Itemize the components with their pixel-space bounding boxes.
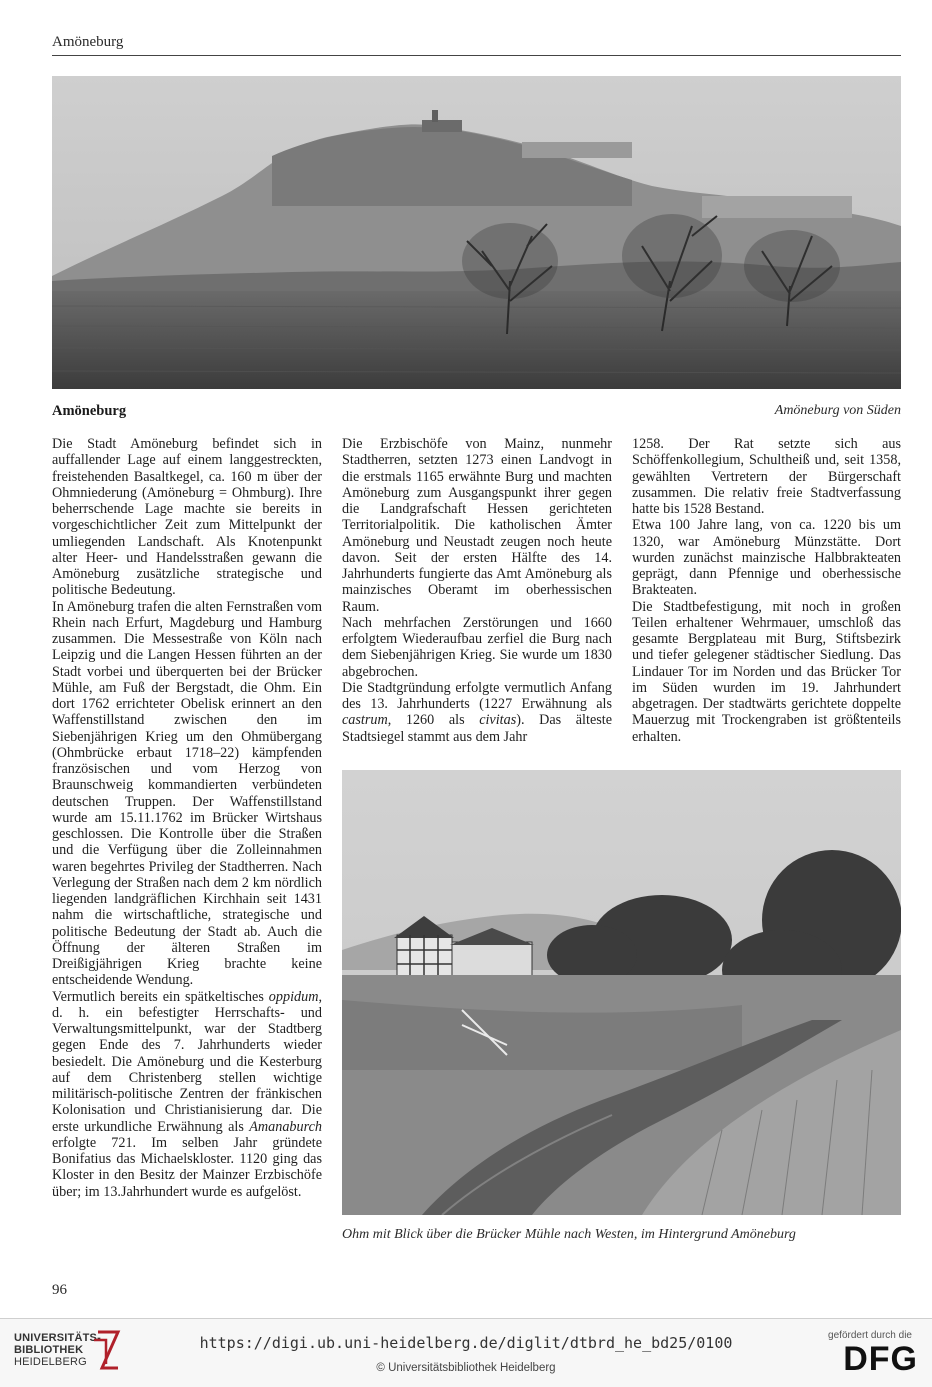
text-column-3	[632, 436, 901, 745]
text-column-1	[52, 436, 322, 1200]
digital-copy-url[interactable]: https://digi.ub.uni-heidelberg.de/diglit/dtbrd_he_bd25/0100	[199, 1334, 733, 1352]
photo-amoeneburg-from-south	[52, 76, 901, 389]
funding-label: gefördert durch die	[828, 1330, 912, 1341]
photo-caption-top: Amöneburg von Süden	[774, 403, 901, 418]
col2-paragraph-1: Die Erzbischöfe von Mainz, nunmehr Stadtherren, setzten 1273 einen Landvogt in die erstmals 1165 erwähnte Burg und machten Amöneburg zum Ausgangspunkt ihrer gegen die Landgrafschaft Hessen gerichteten Territorialpolitik. Die katholischen Ämter Amöneburg und Neustadt zeugen noch heute davon. Seit der ersten Hälfte des 14. Jahrhunderts fungierte das Amt Amöneburg als mainzisches Oberamt im oberhessischen Raum.	[342, 436, 612, 615]
header-divider	[52, 55, 901, 56]
page-number: 96	[52, 1282, 67, 1298]
digital-library-footer	[0, 1318, 932, 1387]
dfg-logo[interactable]: DFG	[843, 1340, 918, 1378]
photo-ohm-river	[342, 770, 901, 1215]
footer-divider	[0, 1318, 932, 1319]
running-header-title: Amöneburg	[52, 34, 124, 50]
col1-paragraph-2: In Amöneburg trafen die alten Fernstraßen vom Rhein nach Erfurt, Magdeburg und Hamburg zusammen. Die Messestraße von Köln nach Leipzig und die Langen Hessen führten an der Stadt vorbei und überquerten bei der Brücker Mühle, am Fuß der Bergstadt, die Ohm. Ein dort 1762 errichteter Obelisk erinnert an den Waffenstillstand zwischen den im Siebenjährigen Krieg um den Ohmübergang (Ohmbrücke erbaut 1718–22) kämpfenden französischen und vom Herzog von Braunschweig kommandierten verbündeten deutschen Truppen. Der Waffenstillstand wurde am 15.11.1762 im Brücker Wirtshaus geschlossen. Die Kontrolle über die Straßen und die Verfügung über die Zolleinnahmen waren begehrtes Privileg der Stadtherren. Nach Verlegung der Straßen nach dem 2 km nördlich liegenden landgräflichen Kirchhain seit 1431 nahm die wirtschaftliche, strategische und politische Bedeutung der Stadt ab. Auch die Öffnung der älteren Straßen im Dreißigjährigen Krieg brachte keine entscheidende Wendung.	[52, 598, 323, 989]
col3-paragraph-2: Etwa 100 Jahre lang, von ca. 1220 bis um 1320, war Amöneburg Münzstätte. Dort wurden zunächst mainzische Halbbrakteaten geprägt, dann Pfennige und oberhessische Brakteaten.	[632, 517, 901, 599]
section-heading: Amöneburg	[52, 403, 127, 419]
copyright-notice: © Universitätsbibliothek Heidelberg	[376, 1362, 556, 1374]
col2-paragraph-2: Nach mehrfachen Zerstörungen und 1660 erfolgtem Wiederaufbau zerfiel die Burg nach dem Siebenjährigen Krieg. Sie wurde um 1830 abgebrochen.	[342, 614, 612, 680]
col3-paragraph-1: 1258. Der Rat setzte sich aus Schöffenkollegium, Schultheiß und, seit 1358, gewählten Vertretern der Bürgerschaft zusammen. Die relativ freie Stadtverfassung hatte bis 1528 Bestand.	[632, 436, 901, 517]
text-column-2	[342, 436, 612, 745]
col3-paragraph-3: Die Stadtbefestigung, mit noch in großen Teilen erhaltener Wehrmauer, umschloß das gesamte Bergplateau mit Burg, Stiftsbezirk und tiefer gelegener städtischer Siedlung. Das Lindauer Tor im Norden und das Brücker Tor im Süden wurden im 19. Jahrhundert abgetragen. Der stadtwärts gerichtete doppelte Mauerzug mit Trockengraben ist größtenteils erhalten.	[632, 598, 901, 745]
library-logo[interactable]: UNIVERSITÄTS- BIBLIOTHEK HEIDELBERG	[14, 1332, 101, 1368]
col1-paragraph-3: Vermutlich bereits ein spätkeltisches oppidum, d. h. ein befestigter Herrschafts- und Verwaltungsmittelpunkt, war der Stadtberg gegen Ende des 7. Jahrhunderts wieder besiedelt. Die Amöneburg und die Kesterburg auf dem Christenberg stellen wichtige militärisch-politische Zentren der fränkischen Kolonisation und Christianisierung dar. Die erste urkundliche Erwähnung als Amanaburch erfolgte 721. Im selben Jahr gründete Bonifatius das Michaelskloster. 1120 ging das Kloster in den Besitz der Mainzer Erzbischöfe über; im 13.Jahrhundert wurde es aufgelöst.	[52, 988, 322, 1200]
col2-paragraph-3: Die Stadtgründung erfolgte vermutlich Anfang des 13. Jahrhunderts (1227 Erwähnung als castrum, 1260 als civitas). Das älteste Stadtsiegel stammt aus dem Jahr	[342, 679, 612, 745]
photo-caption-bottom: Ohm mit Blick über die Brücker Mühle nach Westen, im Hintergrund Amöneburg	[342, 1227, 796, 1242]
col1-paragraph-1: Die Stadt Amöneburg befindet sich in auffallender Lage auf einem langgestreckten, freistehenden Basaltkegel, ca. 160 m über der Ohmniederung (Amöneburg = Ohmburg). Ihre beherrschende Lage machte sie bereits in vorgeschichtlicher Zeit zum Mittelpunkt der umliegenden Landschaft. Als Knotenpunkt alter Heer- und Handelsstraßen gewann die Amöneburg zusätzliche strategische und politische Bedeutung.	[52, 436, 322, 599]
